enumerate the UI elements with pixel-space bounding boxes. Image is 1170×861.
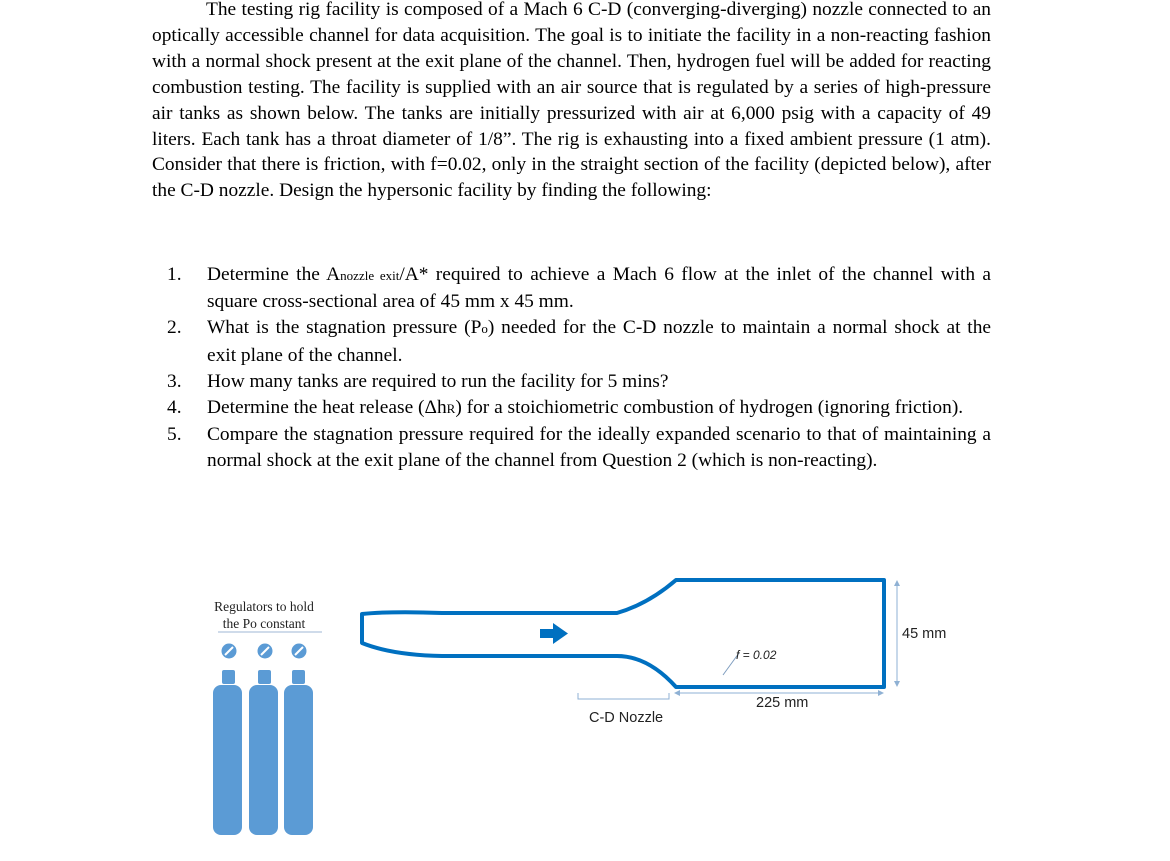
intro-text: The testing rig facility is composed of a Mach 6 C-D (converging-diverging) nozzle connected to an optically accessible channel for data acquisition. The goal is to initiate the facility in a non-reacting fashion with a normal shock present at the exit plane of the channel. Then, hydrogen fuel will be added for reacting combustion testing. The facility is supplied with an air source that is regulated by a series of high-pressure air tanks as shown below. The tanks are initially pressurized with air at 6,000 psig with a capacity of 49 liters. Each tank has a throat diameter of 1/8”. The rig is exhausting into a fixed ambient pressure (1 atm). Consider that there is friction, with f=0.02, only in the straight section of the facility (depicted below), after the C-D nozzle. Design the hypersonic facility by finding the following:	[152, 0, 991, 202]
flow-arrow-icon	[540, 623, 568, 644]
regulator-valve-icon	[221, 643, 237, 659]
question-text: Determine the heat release (Δh	[207, 397, 447, 419]
dimension-arrow-icon	[674, 690, 680, 696]
friction-label: f = 0.02	[736, 648, 777, 662]
question-item	[167, 262, 991, 315]
question-item	[167, 395, 991, 422]
question-item	[167, 315, 991, 368]
question-number: 4.	[167, 397, 182, 419]
regulator-label-line1: Regulators to hold	[214, 599, 314, 614]
question-text: How many tanks are required to run the facility for 5 mins?	[207, 370, 669, 392]
question-text: What is the stagnation pressure (P	[207, 317, 482, 339]
cd-nozzle-outline	[362, 580, 884, 687]
question-number: 2.	[167, 317, 182, 339]
nozzle-bracket	[578, 693, 669, 699]
regulator-label-line2: the Po constant	[222, 616, 306, 631]
intro-paragraph	[152, 0, 991, 204]
question-subscript: o	[481, 321, 488, 337]
question-text-cont: ) needed for the C-D nozzle to maintain a normal shock at the exit plane of the channel.	[207, 317, 991, 366]
dimension-arrow-icon	[878, 690, 884, 696]
question-number: 3.	[167, 370, 182, 392]
height-label: 45 mm	[902, 626, 947, 642]
air-tank-icon	[213, 670, 242, 835]
question-subscript: R	[446, 401, 456, 417]
question-text-cont: ) for a stoichiometric combustion of hydrogen (ignoring friction).	[455, 397, 964, 419]
question-list	[167, 262, 991, 475]
question-number: 5.	[167, 424, 182, 446]
dimension-arrow-icon	[894, 681, 900, 687]
facility-diagram	[0, 560, 1170, 861]
question-item	[167, 369, 991, 395]
question-text: Compare the stagnation pressure required for the ideally expanded scenario to that of maintaining a normal shock at the exit plane of the channel from Question 2 (which is non-reacting).	[207, 424, 991, 472]
air-tank-icon	[284, 670, 313, 835]
air-tank-icon	[249, 670, 278, 835]
question-text: Determine the A	[207, 264, 341, 285]
dimension-arrow-icon	[894, 580, 900, 586]
nozzle-label: C-D Nozzle	[589, 710, 664, 726]
regulator-valve-icon	[257, 643, 273, 659]
length-label: 225 mm	[756, 695, 809, 711]
question-number: 1.	[167, 264, 182, 285]
regulator-valve-icon	[291, 643, 307, 659]
question-item	[167, 422, 991, 474]
question-subscript: nozzle exit	[340, 268, 400, 283]
question-text-cont: /A* required to achieve a Mach 6 flow at the inlet of the channel with a square cross-sectional area of 45 mm x 45 mm.	[207, 264, 992, 313]
